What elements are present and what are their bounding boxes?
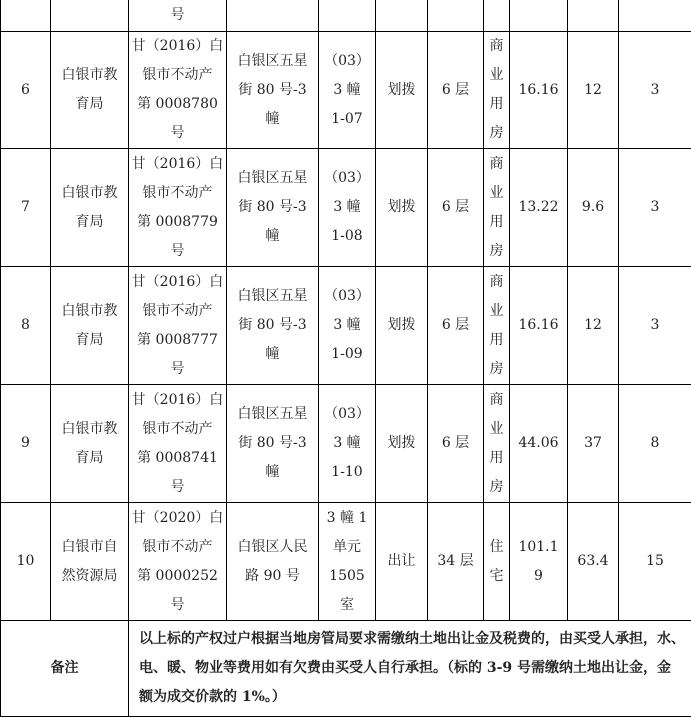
- land-cell: 划拨: [376, 32, 428, 149]
- floors-cell: 6 层: [428, 149, 484, 267]
- no-cell: 9: [1, 385, 51, 503]
- room-line: 3 幢: [321, 76, 373, 105]
- location-line: 白银区五星: [229, 47, 316, 76]
- usage-line: 业: [486, 415, 507, 444]
- price-cell: 12: [568, 267, 619, 385]
- usage-cell: [484, 32, 510, 149]
- usage-line: 商: [486, 386, 507, 415]
- cert-line: 第 0008741: [131, 444, 224, 473]
- owner-line: 白银市教: [53, 415, 126, 444]
- owner-cell: [51, 267, 129, 385]
- table-row: [1, 503, 691, 621]
- owner-line: 白银市教: [53, 61, 126, 90]
- area-cell: [510, 503, 568, 621]
- owner-line: 白银市教: [53, 297, 126, 326]
- owner-line: 然资源局: [53, 562, 126, 591]
- usage-line: 房: [486, 237, 507, 266]
- land-cell: 划拨: [376, 149, 428, 267]
- price-cell: 9.6: [568, 149, 619, 267]
- room-line: （03）: [321, 400, 373, 429]
- location-line: 幢: [229, 458, 316, 487]
- room-line: （03）: [321, 164, 373, 193]
- owner-line: 白银市自: [53, 533, 126, 562]
- area-cell: 16.16: [510, 267, 568, 385]
- land-cell: 出让: [376, 503, 428, 621]
- no-cell: 8: [1, 267, 51, 385]
- cert-line: 号: [131, 237, 224, 266]
- cert-line: 银市不动产: [131, 533, 224, 562]
- room-line: 1-09: [321, 340, 373, 369]
- usage-line: 业: [486, 61, 507, 90]
- cert-cell: [129, 32, 227, 149]
- cert-line: 第 0000252: [131, 562, 224, 591]
- price-cell: 12: [568, 32, 619, 149]
- location-cell: [227, 149, 319, 267]
- floors-cell: 6 层: [428, 267, 484, 385]
- usage-cell: [484, 149, 510, 267]
- usage-line: 商: [486, 32, 507, 61]
- deposit-cell: 3: [619, 149, 691, 267]
- room-line: （03）: [321, 282, 373, 311]
- land-cell: 划拨: [376, 267, 428, 385]
- cert-line: 银市不动产: [131, 179, 224, 208]
- table-row: [1, 385, 691, 503]
- owner-cell: [51, 149, 129, 267]
- location-cell: [227, 267, 319, 385]
- floors-cell: 34 层: [428, 503, 484, 621]
- location-line: 幢: [229, 222, 316, 251]
- location-line: 幢: [229, 340, 316, 369]
- table-row: [1, 149, 691, 267]
- cert-cell: [129, 385, 227, 503]
- usage-line: 商: [486, 268, 507, 297]
- owner-cell: [51, 503, 129, 621]
- usage-line: 业: [486, 179, 507, 208]
- room-cell: [319, 267, 376, 385]
- cert-line: 号: [131, 473, 224, 502]
- price-cell: 63.4: [568, 503, 619, 621]
- usage-cell: [484, 385, 510, 503]
- cert-line: 甘（2016）白: [131, 32, 224, 61]
- deposit-cell: 8: [619, 385, 691, 503]
- owner-cell: [51, 385, 129, 503]
- usage-cell: [484, 267, 510, 385]
- cert-line: 号: [131, 119, 224, 148]
- table-row: [1, 0, 691, 32]
- cert-cell: [129, 267, 227, 385]
- room-cell: [319, 385, 376, 503]
- owner-line: 育局: [53, 326, 126, 355]
- location-line: 白银区五星: [229, 164, 316, 193]
- room-line: （03）: [321, 47, 373, 76]
- usage-line: 用: [486, 208, 507, 237]
- cert-cell: [129, 149, 227, 267]
- location-line: 路 90 号: [229, 562, 316, 591]
- room-line: 1-07: [321, 105, 373, 134]
- owner-line: 育局: [53, 444, 126, 473]
- location-line: 街 80 号-3: [229, 429, 316, 458]
- room-line: 3 幢: [321, 193, 373, 222]
- location-cell: [227, 32, 319, 149]
- deposit-cell: 15: [619, 503, 691, 621]
- area-line: 9: [512, 562, 565, 591]
- usage-line: 房: [486, 119, 507, 148]
- table-body: [1, 32, 691, 621]
- location-line: 白银区五星: [229, 400, 316, 429]
- owner-line: 育局: [53, 90, 126, 119]
- location-line: 白银区五星: [229, 282, 316, 311]
- cert-line: 银市不动产: [131, 415, 224, 444]
- cert-line: 甘（2016）白: [131, 268, 224, 297]
- location-line: 白银区人民: [229, 533, 316, 562]
- location-cell: [227, 503, 319, 621]
- no-cell: 10: [1, 503, 51, 621]
- room-cell: [319, 503, 376, 621]
- usage-line: 住: [486, 533, 507, 562]
- room-line: 室: [321, 591, 373, 620]
- no-cell: 7: [1, 149, 51, 267]
- owner-cell: [51, 32, 129, 149]
- floors-cell: 6 层: [428, 32, 484, 149]
- cert-cell: 号: [129, 0, 227, 32]
- no-cell: 6: [1, 32, 51, 149]
- area-cell: 44.06: [510, 385, 568, 503]
- price-cell: 37: [568, 385, 619, 503]
- deposit-cell: 3: [619, 32, 691, 149]
- usage-line: 业: [486, 297, 507, 326]
- cert-line: 甘（2016）白: [131, 150, 224, 179]
- deposit-cell: 3: [619, 267, 691, 385]
- owner-line: 育局: [53, 208, 126, 237]
- usage-line: 宅: [486, 562, 507, 591]
- room-line: 单元: [321, 533, 373, 562]
- area-cell: 13.22: [510, 149, 568, 267]
- usage-cell: [484, 503, 510, 621]
- land-cell: 划拨: [376, 385, 428, 503]
- area-cell: 16.16: [510, 32, 568, 149]
- usage-line: 房: [486, 473, 507, 502]
- usage-line: 商: [486, 150, 507, 179]
- cert-line: 号: [131, 355, 224, 384]
- cert-line: 号: [131, 591, 224, 620]
- room-cell: [319, 32, 376, 149]
- room-line: 1505: [321, 562, 373, 591]
- location-line: 幢: [229, 105, 316, 134]
- room-cell: [319, 149, 376, 267]
- cert-line: 银市不动产: [131, 61, 224, 90]
- cert-line: 第 0008780: [131, 90, 224, 119]
- usage-line: 房: [486, 355, 507, 384]
- remarks-label: 备注: [1, 621, 129, 717]
- room-line: 3 幢: [321, 311, 373, 340]
- cert-cell: [129, 503, 227, 621]
- cert-line: 甘（2016）白: [131, 386, 224, 415]
- location-line: 街 80 号-3: [229, 193, 316, 222]
- cert-line: 银市不动产: [131, 297, 224, 326]
- room-line: 3 幢: [321, 429, 373, 458]
- usage-line: 用: [486, 444, 507, 473]
- usage-line: 用: [486, 326, 507, 355]
- location-line: 街 80 号-3: [229, 76, 316, 105]
- owner-line: 白银市教: [53, 179, 126, 208]
- cert-line: 第 0008777: [131, 326, 224, 355]
- remarks-text: 以上标的产权过户根据当地房管局要求需缴纳土地出让金及税费的，由买受人承担，水、电、暖、物业等费用如有欠费由买受人自行承担。（标的 3-9 号需缴纳土地出让金，金额为成交价款的 1%。）: [129, 621, 691, 717]
- table-row: [1, 32, 691, 149]
- cert-line: 甘（2020）白: [131, 504, 224, 533]
- floors-cell: 6 层: [428, 385, 484, 503]
- location-cell: [227, 385, 319, 503]
- table-row: [1, 267, 691, 385]
- cert-line: 第 0008779: [131, 208, 224, 237]
- room-line: 1-08: [321, 222, 373, 251]
- room-line: 3 幢 1: [321, 504, 373, 533]
- location-line: 街 80 号-3: [229, 311, 316, 340]
- remarks-row: [1, 621, 691, 717]
- area-line: 101.1: [512, 533, 565, 562]
- usage-line: 用: [486, 90, 507, 119]
- room-line: 1-10: [321, 458, 373, 487]
